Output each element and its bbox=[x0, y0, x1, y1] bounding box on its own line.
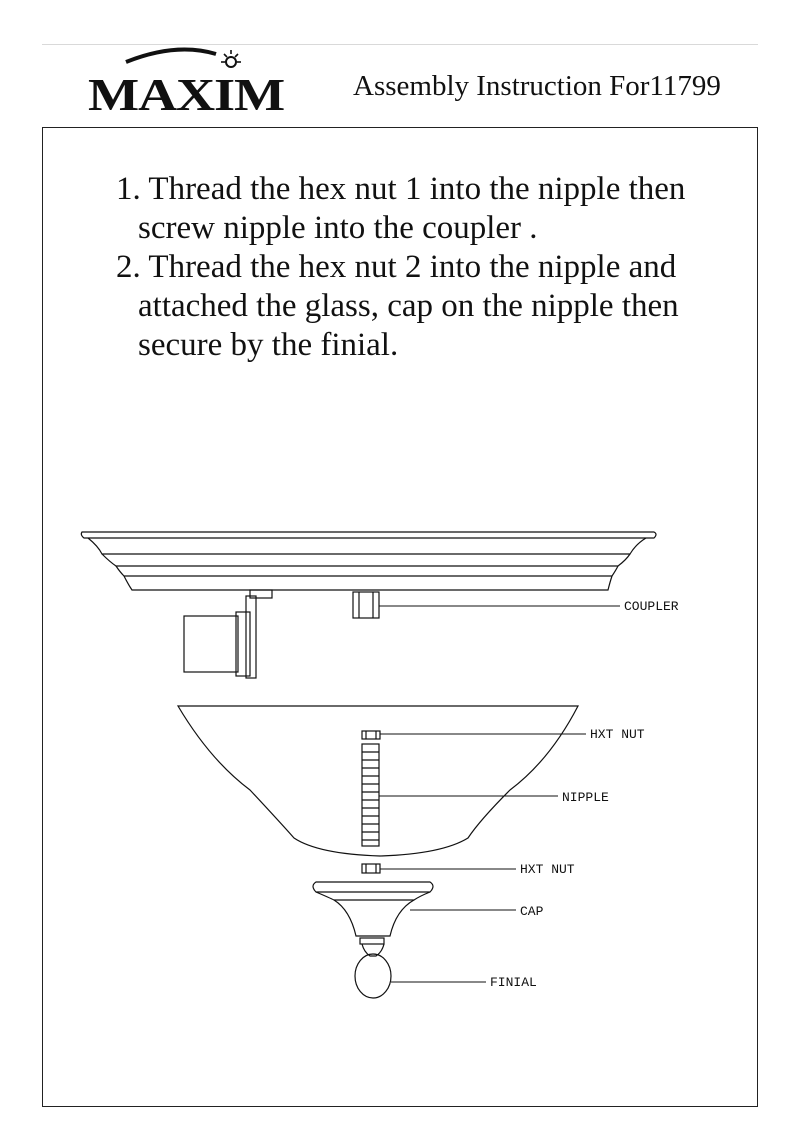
step-1-text: Thread the hex nut 1 into the nipple then screw nipple into the coupler . bbox=[138, 171, 686, 246]
label-cap: CAP bbox=[520, 904, 544, 919]
step-2 bbox=[116, 248, 756, 365]
label-nipple: NIPPLE bbox=[562, 790, 609, 805]
glass-bowl bbox=[178, 706, 578, 856]
label-hex-nut-bottom: HXT NUT bbox=[520, 862, 575, 877]
label-coupler: COUPLER bbox=[624, 599, 679, 614]
hex-nut-bottom-part bbox=[362, 864, 380, 873]
step-1 bbox=[116, 170, 756, 248]
maxim-logo bbox=[86, 44, 288, 116]
step-2-text: Thread the hex nut 2 into the nipple and attached the glass, cap on the nipple then secure by the finial. bbox=[138, 249, 679, 363]
nipple-part bbox=[362, 744, 379, 846]
page-title: Assembly Instruction For11799 bbox=[353, 70, 721, 102]
step-2-number: 2. bbox=[116, 249, 141, 285]
instruction-steps bbox=[116, 170, 756, 365]
ceiling-canopy bbox=[81, 532, 656, 590]
logo-wordmark: MAXIM bbox=[88, 69, 285, 116]
coupler-part bbox=[353, 592, 379, 618]
label-hex-nut-top: HXT NUT bbox=[590, 727, 645, 742]
hex-nut-top-part bbox=[362, 731, 380, 739]
finial-part bbox=[355, 938, 391, 998]
assembly-diagram bbox=[80, 520, 720, 1020]
cap-part bbox=[313, 882, 433, 936]
step-1-number: 1. bbox=[116, 171, 141, 207]
label-finial: FINIAL bbox=[490, 975, 537, 990]
mounting-bracket bbox=[184, 590, 272, 678]
